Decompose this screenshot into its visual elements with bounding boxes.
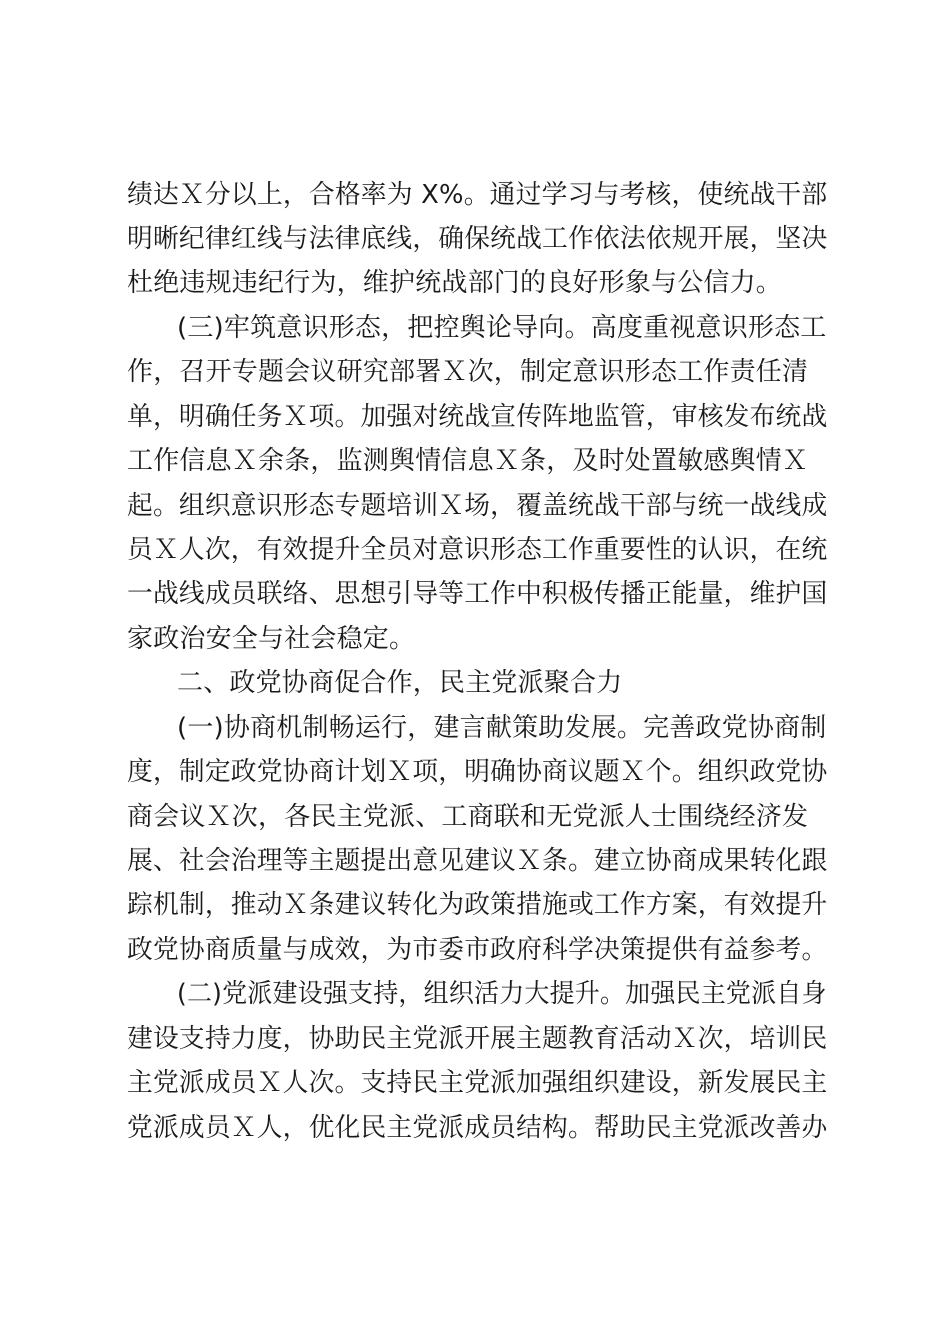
text-line: 主党派成员Ｘ人次。支持民主党派加强组织建设，新发展民主 — [127, 1068, 828, 1098]
text-line: 明晰纪律红线与法律底线，确保统战工作依法依规开展，坚决 — [127, 224, 828, 254]
text-line: 展、社会治理等主题提出意见建议Ｘ条。建立协商成果转化跟 — [127, 846, 828, 876]
text-line: 绩达Ｘ分以上，合格率为 X%。通过学习与考核，使统战干部 — [127, 180, 828, 210]
text-line: 员Ｘ人次，有效提升全员对意识形态工作重要性的认识，在统 — [127, 535, 828, 565]
text-line: 一战线成员联络、思想引导等工作中积极传播正能量，维护国 — [127, 579, 828, 609]
text-line: 作，召开专题会议研究部署Ｘ次，制定意识形态工作责任清 — [127, 357, 809, 387]
text-line: 工作信息Ｘ余条，监测舆情信息Ｘ条，及时处置敏感舆情Ｘ — [127, 446, 809, 476]
text-line: 政党协商质量与成效，为市委市政府科学决策提供有益参考。 — [127, 935, 828, 965]
text-line: 杜绝违规违纪行为，维护统战部门的良好形象与公信力。 — [127, 268, 783, 298]
section-heading-2: 二、政党协商促合作，民主党派聚合力 — [177, 668, 623, 698]
text-line: 单，明确任务Ｘ项。加强对统战宣传阵地监管，审核发布统战 — [127, 402, 828, 432]
text-line: 建设支持力度，协助民主党派开展主题教育活动Ｘ次，培训民 — [127, 1024, 828, 1054]
paragraph-heading-3: (三)牢筑意识形态，把控舆论导向。高度重视意识形态工 — [177, 313, 827, 343]
text-line: 商会议Ｘ次，各民主党派、工商联和无党派人士围绕经济发 — [127, 802, 809, 832]
text-line: 踪机制，推动Ｘ条建议转化为政策措施或工作方案，有效提升 — [127, 890, 828, 920]
paragraph-heading-1: (一)协商机制畅运行，建言献策助发展。完善政党协商制 — [177, 713, 827, 743]
paragraph-heading-2: (二)党派建设强支持，组织活力大提升。加强民主党派自身 — [177, 979, 827, 1009]
text-line: 度，制定政党协商计划Ｘ项，明确协商议题Ｘ个。组织政党协 — [127, 757, 828, 787]
text-line: 起。组织意识形态专题培训Ｘ场，覆盖统战干部与统一战线成 — [127, 491, 828, 521]
text-line: 党派成员Ｘ人，优化民主党派成员结构。帮助民主党派改善办 — [127, 1113, 828, 1143]
text-line: 家政治安全与社会稳定。 — [127, 624, 416, 654]
